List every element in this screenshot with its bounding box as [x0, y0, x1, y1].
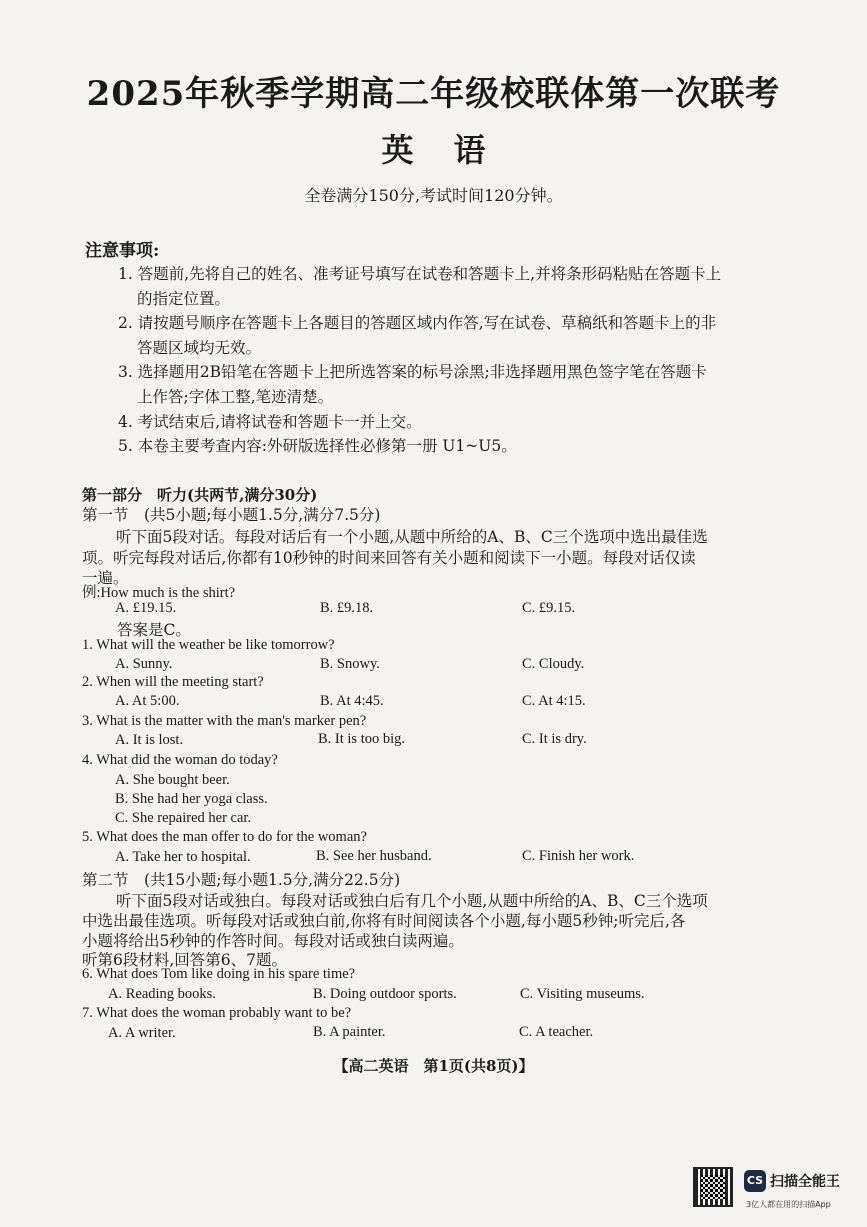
- section1-heading: 第一节 (共5小题;每小题1.5分,满分7.5分): [82, 506, 381, 524]
- notice-heading: 注意事项:: [85, 241, 160, 261]
- question-6: 6. What does Tom like doing in his spare time?: [82, 966, 356, 982]
- q3-option-b: B. It is too big.: [318, 731, 406, 747]
- example-answer: 答案是C。: [117, 621, 191, 639]
- q1-option-b: B. Snowy.: [320, 656, 380, 672]
- question-5: 5. What does the man offer to do for the woman?: [82, 829, 367, 845]
- q5-option-c: C. Finish her work.: [522, 848, 635, 864]
- part1-heading: 第一部分 听力(共两节,满分30分): [82, 486, 318, 504]
- q2-option-c: C. At 4:15.: [522, 693, 586, 709]
- example-option-c: C. £9.15.: [522, 600, 576, 616]
- q4-option-c: C. She repaired her car.: [115, 810, 252, 826]
- notice-line: 5. 本卷主要考查内容:外研版选择性必修第一册 U1~U5。: [118, 437, 517, 455]
- notice-line: 的指定位置。: [137, 290, 231, 308]
- q6-option-a: A. Reading books.: [108, 986, 216, 1002]
- question-3: 3. What is the matter with the man's marker pen?: [82, 713, 367, 729]
- section1-instruction: 一遍。: [82, 569, 129, 587]
- q7-option-a: A. A writer.: [108, 1025, 176, 1041]
- example-question: 例:How much is the shirt?: [82, 585, 236, 601]
- q4-option-a: A. She bought beer.: [115, 772, 230, 788]
- q6-option-c: C. Visiting museums.: [520, 986, 645, 1002]
- question-4: 4. What did the woman do today?: [82, 752, 278, 768]
- scanner-brand: [744, 1170, 840, 1192]
- brand-name: 扫描全能王: [770, 1174, 840, 1190]
- page-footer: 【高二英语 第1页(共8页)】: [333, 1057, 534, 1075]
- q2-option-a: A. At 5:00.: [115, 693, 180, 709]
- notice-line: 上作答;字体工整,笔迹清楚。: [137, 388, 334, 406]
- section1-instruction: 听下面5段对话。每段对话后有一个小题,从题中所给的A、B、C三个选项中选出最佳选: [116, 528, 708, 546]
- section1-instruction: 项。听完每段对话后,你都有10秒钟的时间来回答有关小题和阅读下一小题。每段对话仅读: [82, 549, 696, 567]
- brand-tagline: 3亿人都在用的扫描App: [746, 1200, 831, 1209]
- qr-code-icon: [693, 1167, 733, 1207]
- notice-line: 3. 选择题用2B铅笔在答题卡上把所选答案的标号涂黑;非选择题用黑色签字笔在答题卡: [118, 363, 707, 381]
- exam-title: 2025年秋季学期高二年级校联体第一次联考: [86, 74, 781, 114]
- q5-option-a: A. Take her to hospital.: [115, 849, 251, 865]
- camscanner-logo-icon: CS: [744, 1170, 766, 1192]
- section2-instruction: 中选出最佳选项。听每段对话或独白前,你将有时间阅读各个小题,每小题5秒钟;听完后,各: [82, 912, 686, 930]
- q7-option-c: C. A teacher.: [519, 1024, 594, 1040]
- q3-option-a: A. It is lost.: [115, 732, 184, 748]
- notice-line: 4. 考试结束后,请将试卷和答题卡一并上交。: [118, 413, 422, 431]
- question-1: 1. What will the weather be like tomorrow?: [82, 637, 335, 653]
- q3-option-c: C. It is dry.: [522, 731, 587, 747]
- q1-option-c: C. Cloudy.: [522, 656, 585, 672]
- question-7: 7. What does the woman probably want to be?: [82, 1005, 352, 1021]
- q4-option-b: B. She had her yoga class.: [115, 791, 268, 807]
- notice-line: 2. 请按题号顺序在答题卡上各题目的答题区域内作答,写在试卷、草稿纸和答题卡上的非: [118, 314, 717, 332]
- question-2: 2. When will the meeting start?: [82, 674, 264, 690]
- section2-heading: 第二节 (共15小题;每小题1.5分,满分22.5分): [82, 871, 401, 889]
- section2-instruction: 小题将给出5秒钟的作答时间。每段对话或独白读两遍。: [82, 932, 464, 950]
- q5-option-b: B. See her husband.: [316, 848, 432, 864]
- q2-option-b: B. At 4:45.: [320, 693, 384, 709]
- notice-line: 1. 答题前,先将自己的姓名、准考证号填写在试卷和答题卡上,并将条形码粘贴在答题卡上: [118, 265, 722, 283]
- q6-option-b: B. Doing outdoor sports.: [313, 986, 457, 1002]
- example-option-b: B. £9.18.: [320, 600, 374, 616]
- subject-title: 英语: [381, 131, 526, 169]
- material-6-note: 听第6段材料,回答第6、7题。: [82, 951, 288, 969]
- example-option-a: A. £19.15.: [115, 600, 177, 616]
- q7-option-b: B. A painter.: [313, 1024, 386, 1040]
- exam-info: 全卷满分150分,考试时间120分钟。: [304, 186, 563, 205]
- notice-line: 答题区域均无效。: [137, 339, 262, 357]
- q1-option-a: A. Sunny.: [115, 656, 173, 672]
- section2-instruction: 听下面5段对话或独白。每段对话或独白后有几个小题,从题中所给的A、B、C三个选项: [116, 892, 708, 910]
